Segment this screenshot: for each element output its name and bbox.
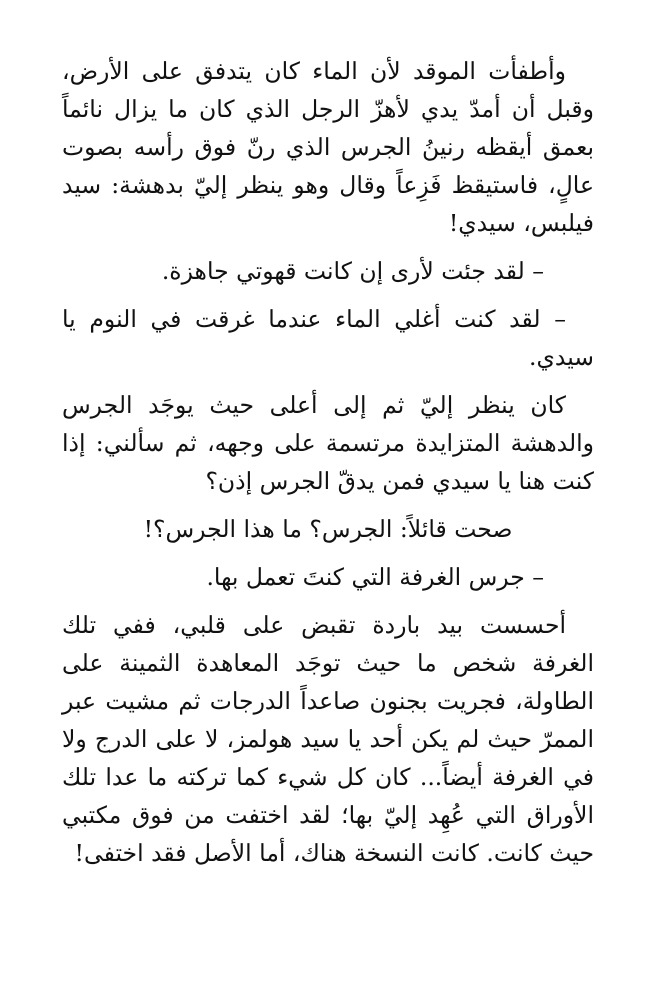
- document-page: [62, 52, 594, 882]
- dialogue-line-boiling-water: – لقد كنت أغلي الماء عندما غرقت في النوم يا سيدي.: [62, 305, 594, 371]
- paragraph-narrative-1: وأطفأت الموقد لأن الماء كان يتدفق على الأرض، وقبل أن أمدّ يدي لأهزّ الرجل الذي كان ما يزال نائماً بعمق أيقظه رنينُ الجرس الذي رنّ فوق رأسه بصوت عالٍ، فاستيقظ فَزِعاً وقال وهو ينظر إليّ بدهشة: سيد فيلبس، سيدي!: [62, 57, 594, 237]
- paragraph-narrative-3: أحسست بيد باردة تقبض على قلبي، ففي تلك الغرفة شخص ما حيث توجَد المعاهدة الثمينة على الطاولة، فجريت بجنون صاعداً الدرجات ثم مشيت عبر الممرّ حيث لم يكن أحد يا سيد هولمز، لا على الدرج ولا في الغرفة أيضاً... كان كل شيء كما تركته ما عدا تلك الأوراق التي عُهِد إليّ بها؛ لقد اختفت من فوق مكتبي حيث كانت. كانت النسخة هناك، أما الأصل فقد اختفى!: [62, 611, 594, 867]
- exclamation-line-bell: صحت قائلاً: الجرس؟ ما هذا الجرس؟!: [143, 515, 513, 543]
- dialogue-line-room-bell: – جرس الغرفة التي كنتَ تعمل بها.: [206, 563, 544, 591]
- dialogue-line-coffee: – لقد جئت لأرى إن كانت قهوتي جاهزة.: [161, 257, 544, 285]
- paragraph-narrative-2: كان ينظر إليّ ثم إلى أعلى حيث يوجَد الجرس والدهشة المتزايدة مرتسمة على وجهه، ثم سألني: إذا كنت هنا يا سيدي فمن يدقّ الجرس إذن؟: [62, 391, 594, 495]
